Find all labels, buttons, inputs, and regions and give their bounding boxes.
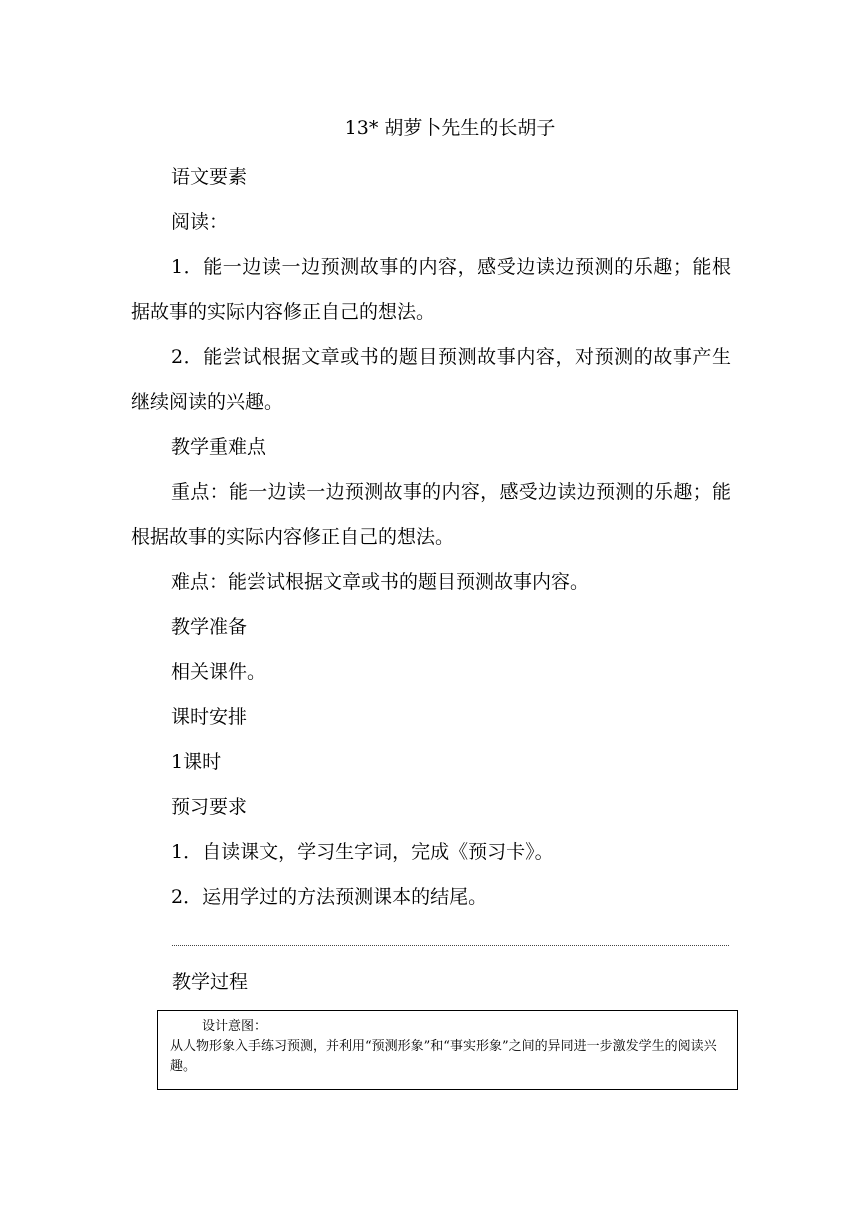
preparation-text: 相关课件。: [171, 661, 267, 683]
design-intent-text: 从人物形象入手练习预测，并利用“预测形象”和“事实形象”之间的异同进一步激发学生的阅读兴趣。: [170, 1039, 717, 1074]
design-intent-box: [157, 1010, 738, 1090]
heading-teaching-process: 教学过程: [172, 971, 249, 993]
design-intent-label: 设计意图：: [202, 1019, 268, 1034]
reading-goal-2: 2．能尝试根据文章或书的题目预测故事内容，对预测的故事产生继续阅读的兴趣。: [131, 346, 731, 413]
lesson-title: 13* 胡萝卜先生的长胡子: [344, 117, 556, 139]
heading-key-points: 教学重难点: [171, 436, 267, 458]
section-divider: [172, 945, 729, 946]
reading-goal-1: 1．能一边读一边预测故事的内容，感受边读边预测的乐趣；能根据故事的实际内容修正自己的想法。: [131, 256, 731, 323]
preview-item-2: 2．运用学过的方法预测课本的结尾。: [171, 886, 488, 908]
difficult-point-text: 难点：能尝试根据文章或书的题目预测故事内容。: [171, 571, 590, 593]
heading-language-elements: 语文要素: [171, 166, 248, 188]
preview-item-1: 1．自读课文，学习生字词，完成《预习卡》。: [171, 841, 554, 863]
heading-reading: 阅读：: [171, 211, 229, 233]
heading-schedule: 课时安排: [171, 706, 248, 728]
key-point-text: 重点：能一边读一边预测故事的内容，感受边读边预测的乐趣；能根据故事的实际内容修正自己的想法。: [131, 481, 731, 548]
heading-preparation: 教学准备: [171, 616, 248, 638]
heading-preview: 预习要求: [171, 796, 248, 818]
schedule-text: 1课时: [171, 751, 222, 773]
lesson-body: [131, 155, 731, 920]
